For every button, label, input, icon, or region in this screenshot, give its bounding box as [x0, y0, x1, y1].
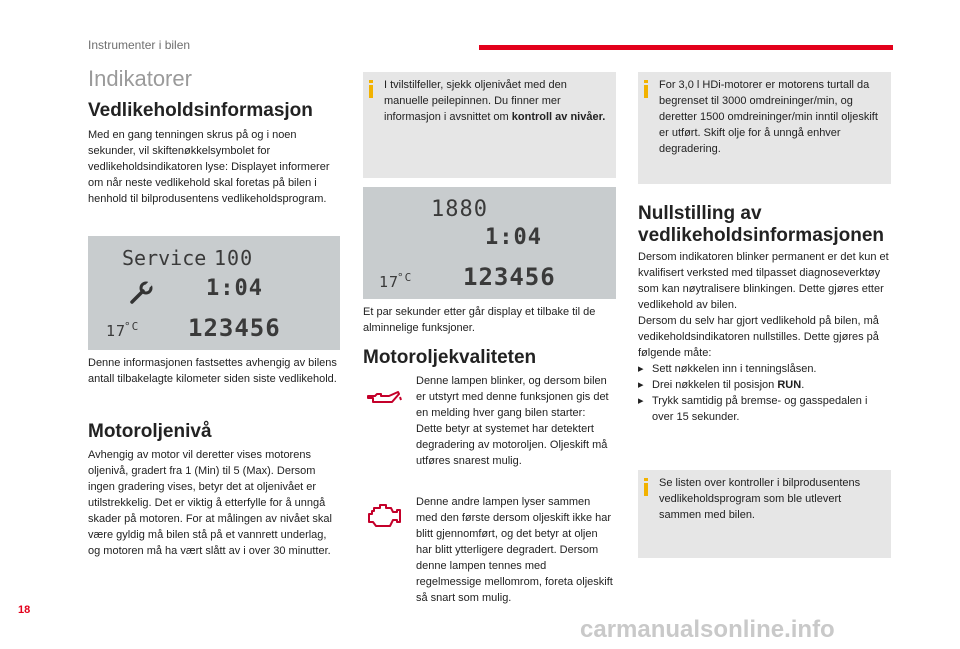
info-icon [644, 478, 648, 496]
paragraph-service-intro: Med en gang tenningen skrus på og i noen sekunder, vil skiftenøkkelsymbolet for vedlikeholdsindikatoren lyse: Displayet informerer om når neste vedlikehold skal foretas på bilen i henhold til bilprodusentens vedlikeholdsprogram. [88, 129, 330, 205]
paragraph-workshop-reset: Dersom indikatoren blinker permanent er det kun et kvalifisert verksted med tilpasset diagnoseverktøy som kan nøytralisere blinkingen. Dette gjøres etter vedlikehold av bilen. [638, 251, 889, 311]
list-item: ▸ Trykk samtidig på bremse- og gasspedalen i over 15 sekunder. [638, 395, 868, 423]
oil-can-warning-icon [365, 388, 403, 408]
page-title: Indikatorer [88, 66, 192, 91]
heading-nullstilling: Nullstilling av vedlikeholdsinformasjonen [638, 203, 884, 246]
heading-motoroljekvaliteten: Motoroljekvaliteten [363, 347, 537, 368]
info-icon [369, 80, 373, 98]
list-item: ▸ Sett nøkkelen inn i tenningslåsen. [638, 363, 817, 375]
note-text: I tvilstilfeller, sjekk oljenivået med den manuelle peilepinnen. Du finner mer informasjon i avsnittet om [384, 79, 567, 123]
info-note-maintenance-program [638, 470, 891, 558]
paragraph-lamp-blinking: Denne lampen blinker, og dersom bilen er utstyrt med denne funksjonen gis det en melding hver gang bilen starter: Dette betyr at systemet har detektert degradering av motoroljen. Oljeskift må utføres snarest mulig. [416, 375, 609, 467]
paragraph-display-return: Et par sekunder etter går display et tilbake til de alminnelige funksjoner. [363, 306, 596, 334]
display-time: 1:04 [206, 276, 263, 301]
engine-warning-icon [366, 502, 402, 530]
page-number: 18 [18, 604, 31, 616]
bullet-icon: ▸ [638, 363, 644, 375]
paragraph-second-lamp: Denne andre lampen lyser sammen med den første dersom oljeskift ikke har blitt gjennomført, og det betyr at oljen har blitt ytterligere degradert. Dersom denne lampen tennes med regelmessige mellomrom, foreta oljeskift så snart som mulig. [416, 496, 613, 604]
paragraph-self-reset: Dersom du selv har gjort vedlikehold på bilen, må vedikeholdsindikatoren nullstilles. Dette gjøres på følgende måte: [638, 315, 879, 359]
display-temperature-unit: °C [124, 320, 140, 333]
display-service-value: 100 [214, 246, 254, 270]
note-link-text: kontroll av nivåer. [511, 111, 606, 123]
display-odometer: 123456 [463, 263, 556, 291]
watermark: carmanualsonline.info [580, 616, 835, 643]
paragraph-oil-level: Avhengig av motor vil deretter vises motorens oljenivå, gradert fra 1 (Min) til 5 (Max). Dersom ingen gradering vises, betyr det at oljenivået er utilstrekkelig. Det er viktig å etterfylle for å unngå skader på motoren. For at målingen av nivået skal være gyldig må bilen stå på et vannrett underlag, og motoren må ha vært slått av i over 30 minutter. [88, 449, 332, 557]
service-display-illustration [88, 236, 340, 350]
heading-vedlikeholdsinformasjon: Vedlikeholdsinformasjon [88, 100, 313, 121]
info-note-dipstick [363, 72, 616, 178]
info-note-hdi [638, 72, 891, 184]
display-temperature: 17 [106, 322, 127, 340]
display-top-value: 1880 [431, 197, 488, 222]
reset-instructions [638, 249, 890, 425]
heading-motoroljeniva: Motoroljenivå [88, 421, 212, 442]
section-title: Instrumenter i bilen [88, 38, 191, 52]
wrench-icon [128, 280, 154, 306]
display-time: 1:04 [485, 225, 542, 250]
note-text: Se listen over kontroller i bilprodusentens vedlikeholdsprogram som ble utlevert sammen med bilen. [659, 477, 861, 521]
bullet-icon: ▸ [638, 379, 644, 391]
header-accent-bar [479, 45, 893, 50]
list-item: ▸ Drei nøkkelen til posisjon RUN. [638, 379, 805, 391]
info-icon [644, 80, 648, 98]
display-service-label: Service [122, 246, 207, 270]
display-temperature-unit: °C [397, 271, 413, 284]
paragraph-mileage-info: Denne informasjonen fastsettes avhengig av bilens antall tilbakelagte kilometer siden siste vedlikehold. [88, 357, 337, 385]
display-odometer: 123456 [188, 314, 281, 342]
display-temperature: 17 [379, 273, 400, 291]
bullet-icon: ▸ [638, 395, 644, 407]
oil-display-illustration [363, 187, 616, 299]
note-text: For 3,0 l HDi-motorer er motorens turtall da begrenset til 3000 omdreininger/min, og deretter 1500 omdreininger/min inntil oljeskift er utført. Skift olje for å unngå enhver degradering. [659, 79, 878, 155]
